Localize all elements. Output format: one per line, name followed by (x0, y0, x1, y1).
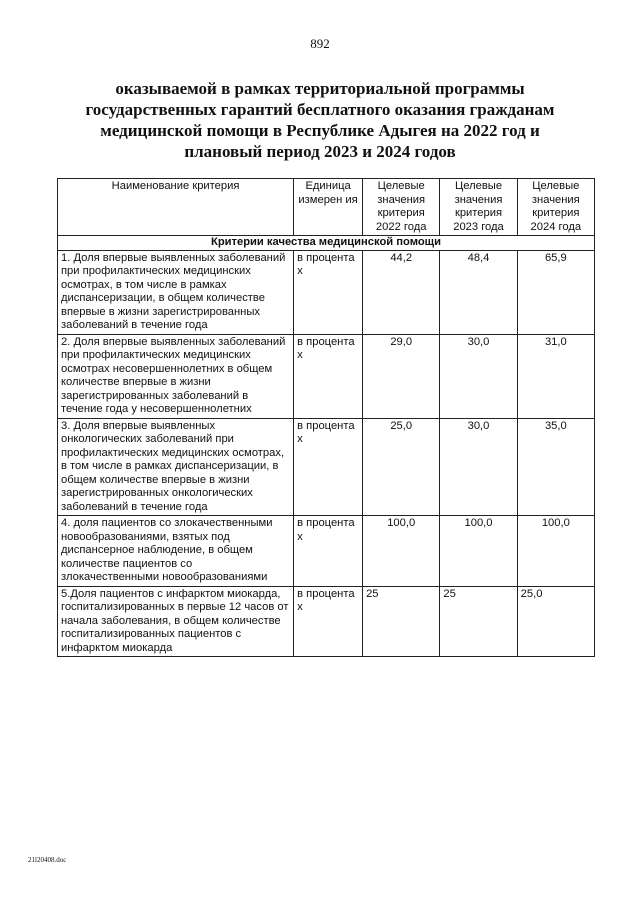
section-row (58, 236, 595, 251)
value-2022: 100,0 (363, 516, 440, 587)
criterion-name: 3. Доля впервые выявленных онкологических заболеваний при профилактических медицинских осмотрах, в том числе в рамках диспансеризации, в общем количестве впервые в жизни зарегистрированных онкологических заболеваний в течение года (58, 418, 294, 516)
value-2024: 100,0 (517, 516, 594, 587)
value-2023: 48,4 (440, 250, 517, 334)
criterion-unit: в процента х (294, 516, 363, 587)
criteria-table (57, 178, 595, 657)
table-row (58, 334, 595, 418)
value-2024: 65,9 (517, 250, 594, 334)
criterion-name: 1. Доля впервые выявленных заболеваний при профилактических медицинских осмотрах, в том числе в рамках диспансеризации, в общем количестве впервые в жизни зарегистрированных заболеваний в течение года (58, 250, 294, 334)
title-line: государственных гарантий бесплатного оказания гражданам (85, 100, 555, 119)
value-2022: 25,0 (363, 418, 440, 516)
table-row (58, 516, 595, 587)
criterion-unit: в процента х (294, 418, 363, 516)
criterion-name: 5.Доля пациентов с инфарктом миокарда, госпитализированных в первые 12 часов от начала заболевания, в общем количестве госпитализированных пациентов с инфарктом миокарда (58, 586, 294, 657)
value-2024: 35,0 (517, 418, 594, 516)
value-2022: 29,0 (363, 334, 440, 418)
criterion-name: 2. Доля впервые выявленных заболеваний при профилактических медицинских осмотрах несовершеннолетних в общем количестве впервые в жизни зарегистрированных заболеваний в течение года у несовершеннолетних (58, 334, 294, 418)
value-2024: 25,0 (517, 586, 594, 657)
value-2023: 100,0 (440, 516, 517, 587)
value-2023: 30,0 (440, 334, 517, 418)
criterion-unit: в процента х (294, 250, 363, 334)
footer-filename: 21l20408.doc (28, 856, 67, 864)
header-target-2022: Целевые значения критерия 2022 года (363, 179, 440, 236)
table-row (58, 418, 595, 516)
header-criterion-name: Наименование критерия (58, 179, 294, 236)
criterion-name: 4. доля пациентов со злокачественными новообразованиями, взятых под диспансерное наблюдение, в общем количестве пациентов со злокачественными новообразованиями (58, 516, 294, 587)
criterion-unit: в процента х (294, 586, 363, 657)
criterion-unit: в процента х (294, 334, 363, 418)
table-row (58, 586, 595, 657)
value-2024: 31,0 (517, 334, 594, 418)
table-row (58, 250, 595, 334)
title-line: плановый период 2023 и 2024 годов (184, 142, 456, 161)
value-2022: 25 (363, 586, 440, 657)
document-title (40, 78, 600, 162)
title-line: оказываемой в рамках территориальной программы (115, 79, 525, 98)
section-title: Критерии качества медицинской помощи (58, 236, 595, 251)
value-2023: 25 (440, 586, 517, 657)
title-line: медицинской помощи в Республике Адыгея на 2022 год и (100, 121, 540, 140)
header-target-2024: Целевые значения критерия 2024 года (517, 179, 594, 236)
value-2022: 44,2 (363, 250, 440, 334)
table-header-row (58, 179, 595, 236)
page-number: 892 (310, 36, 330, 51)
value-2023: 30,0 (440, 418, 517, 516)
header-unit: Единица измерен ия (294, 179, 363, 236)
header-target-2023: Целевые значения критерия 2023 года (440, 179, 517, 236)
